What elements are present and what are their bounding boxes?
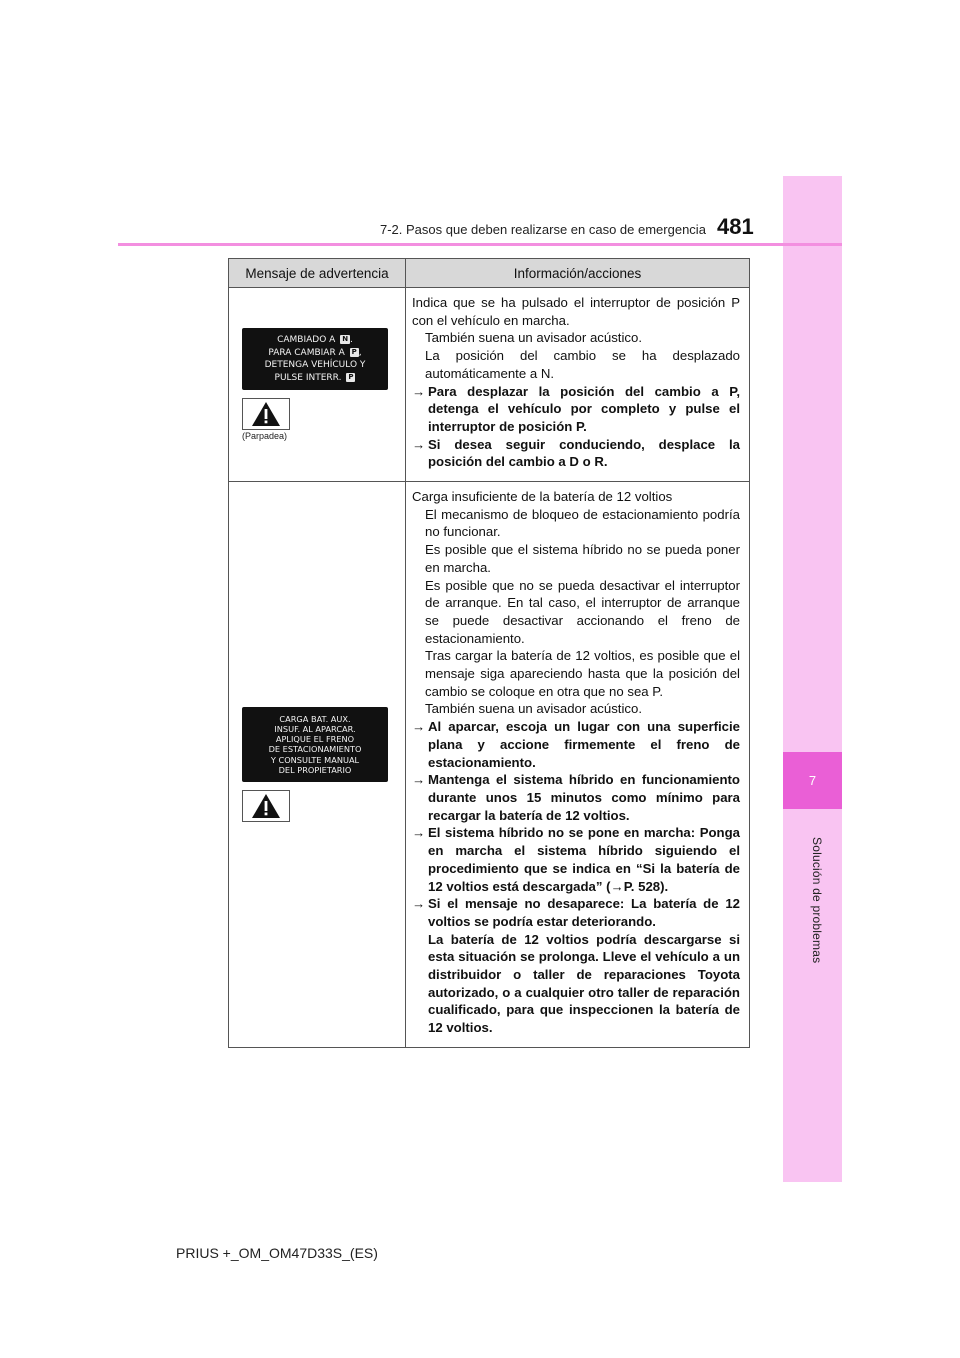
table-header-row [229,259,750,288]
column-header-message: Mensaje de advertencia [229,259,406,288]
info-note: El mecanismo de bloqueo de estacionamiento podría no funcionar. [425,506,740,540]
info-intro: Indica que se ha pulsado el interruptor de posición P con el vehículo en marcha. [412,295,740,328]
info-note: También suena un avisador acústico. [425,701,642,717]
warning-message-cell [229,288,406,482]
screen-line: PARA CAMBIAR A P , [268,347,362,358]
info-actions-cell [406,482,750,1048]
info-note: Es posible que el sistema híbrido no se pueda poner en marcha. [425,542,740,575]
arrow-icon: → [412,772,426,788]
warning-message-cell [229,482,406,1048]
action-item: → Al aparcar, escoja un lugar con una superficie plana y accione firmemente el freno de estacionamiento. [412,719,740,770]
chapter-number: 7 [783,752,842,809]
screen-line: INSUF. AL APARCAR. [274,723,356,734]
arrow-icon: → [412,383,426,399]
gear-badge: P [348,372,354,381]
arrow-icon: → [412,436,426,452]
action-item: → Si desea seguir conduciendo, desplace la posición del cambio a D o R. [412,436,740,470]
warning-triangle-icon [242,398,290,430]
document-code: PRIUS +_OM_OM47D33S_(ES) [176,1245,378,1261]
screen-line: Y CONSULTE MANUAL [270,754,360,765]
info-note: Tras cargar la batería de 12 voltios, es posible que el mensaje siga apareciendo hasta que la posición del cambio se coloque en otra que no sea P. [425,648,740,699]
blink-caption: (Parpadea) [242,431,288,442]
chapter-side-tab [783,176,842,1182]
screen-line: DE ESTACIONAMIENTO [268,744,362,755]
page-number: 481 [717,214,754,239]
screen-line: PULSE INTERR. P [274,372,354,383]
column-header-info: Información/acciones [406,259,750,288]
screen-line: CARGA BAT. AUX. [279,713,351,724]
section-title: 7-2. Pasos que deben realizarse en caso de emergencia [380,222,706,237]
table-row [229,288,750,482]
header-rule [118,243,842,246]
gear-badge: P [351,347,357,356]
info-note: Es posible que no se pueda desactivar el interruptor de arranque. En tal caso, el interruptor de arranque se puede desactivar accionando el freno de estacionamiento. [425,577,740,646]
screen-line: APLIQUE EL FRENO [275,734,355,745]
display-screen [242,328,388,390]
action-item: → Mantenga el sistema híbrido en funcionamiento durante unos 15 minutos como mínimo para recargar la batería de 12 voltios. [412,772,740,823]
action-item: → Para desplazar la posición del cambio a P, detenga el vehículo por completo y pulse el interruptor de posición P. [412,383,740,434]
arrow-icon: → [412,719,426,735]
warning-triangle-icon [242,790,290,822]
info-intro: Carga insuficiente de la batería de 12 voltios [412,489,673,505]
info-note: La posición del cambio se ha desplazado automáticamente a N. [425,348,740,381]
warning-message-table [228,258,750,1048]
chapter-label: Solución de problemas [810,836,824,964]
info-actions-cell [406,288,750,482]
table-row [229,482,750,1048]
arrow-icon: → [412,825,426,841]
action-continuation: La batería de 12 voltios podría descargarse si esta situación se prolonga. Lleve el vehículo a un distribuidor o taller de reparaciones Toyota autorizado, o a cualquier otro taller de reparación cualificado, para que inspeccionen la batería de 12 voltios. [428,931,740,1036]
gear-badge: N [342,335,349,344]
action-item: → Si el mensaje no desaparece: La batería de 12 voltios se podría estar deteriorando. [412,896,740,929]
action-item: → El sistema híbrido no se pone en marcha: Ponga en marcha el sistema híbrido siguiendo el procedimiento que se indica en “Si la batería de 12 voltios está descargada” (→P. 528). [412,825,740,894]
screen-line: DETENGA VEHÍCULO Y [264,360,366,371]
arrow-icon: → [412,896,426,912]
info-note: También suena un avisador acústico. [425,330,642,346]
screen-line: CAMBIADO A N . [277,335,353,346]
screen-line: DEL PROPIETARIO [278,765,352,776]
display-screen [242,707,388,783]
